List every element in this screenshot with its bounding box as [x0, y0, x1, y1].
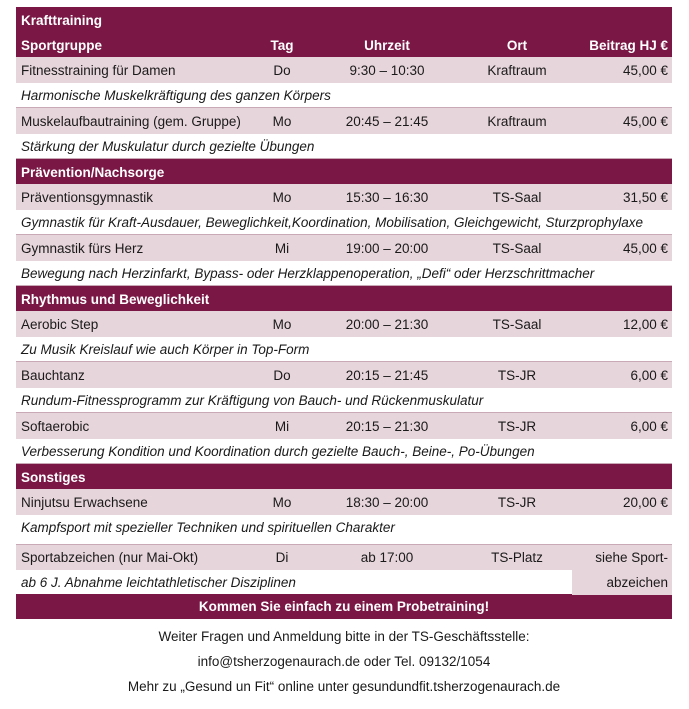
- table-row: [16, 489, 672, 515]
- course-place: TS-JR: [497, 367, 537, 383]
- sportabzeichen-row: [16, 544, 672, 594]
- section-header-rhythmus: [16, 286, 672, 311]
- course-name: Ninjutsu Erwachsene: [21, 494, 148, 510]
- section-title: Prävention/Nachsorge: [21, 164, 165, 180]
- course-description: ab 6 J. Abnahme leichtathletischer Disziplinen: [21, 575, 296, 590]
- course-name: Fitnesstraining für Damen: [21, 62, 176, 78]
- course-time: 20:15 – 21:45: [345, 367, 429, 383]
- course-time: 18:30 – 20:00: [345, 494, 429, 510]
- column-header-uhrzeit: Uhrzeit: [364, 37, 410, 53]
- course-time: 20:00 – 21:30: [345, 316, 429, 332]
- course-description: Stärkung der Muskulatur durch gezielte Übungen: [16, 134, 672, 159]
- course-table: [16, 7, 672, 699]
- course-time: 15:30 – 16:30: [345, 189, 429, 205]
- course-time: 19:00 – 20:00: [345, 240, 429, 256]
- course-fee: 31,50 €: [622, 189, 668, 205]
- column-header-ort: Ort: [506, 37, 528, 53]
- course-place: TS-JR: [497, 494, 537, 510]
- course-time: ab 17:00: [360, 550, 414, 565]
- course-fee: 45,00 €: [622, 62, 668, 78]
- course-day: Do: [273, 367, 291, 383]
- course-name: Bauchtanz: [21, 367, 85, 383]
- course-place: TS-JR: [497, 418, 537, 434]
- footer-email-phone: info@tsherzogenaurach.de oder Tel. 09132/1054: [197, 654, 491, 669]
- section-title: Sonstiges: [21, 469, 86, 485]
- course-day: Mo: [272, 494, 292, 510]
- course-fee: [572, 545, 672, 595]
- section-title: Krafttraining: [21, 12, 102, 28]
- course-name: Softaerobic: [21, 418, 90, 434]
- course-name: Sportabzeichen (nur Mai-Okt): [21, 550, 199, 565]
- course-fee: 20,00 €: [622, 494, 668, 510]
- course-time: 9:30 – 10:30: [349, 62, 425, 78]
- table-row: [16, 57, 672, 83]
- table-row: [16, 413, 672, 439]
- course-day: Mo: [272, 113, 292, 129]
- column-header-beitrag: Beitrag HJ €: [589, 37, 668, 53]
- course-day: Di: [275, 550, 289, 565]
- course-place: Kraftraum: [487, 113, 547, 129]
- course-description: Harmonische Muskelkräftigung des ganzen Körpers: [16, 83, 672, 108]
- table-row: [16, 311, 672, 337]
- course-name: Gymnastik fürs Herz: [21, 240, 144, 256]
- course-description: Rundum-Fitnessprogramm zur Kräftigung von Bauch- und Rückenmuskulatur: [16, 388, 672, 413]
- course-place: Kraftraum: [487, 62, 547, 78]
- table-row: [16, 545, 572, 570]
- course-description: Gymnastik für Kraft-Ausdauer, Beweglichkeit,Koordination, Mobilisation, Gleichgewicht, Sturzprophylaxe: [16, 210, 672, 235]
- course-day: Mo: [272, 189, 292, 205]
- section-title: Rhythmus und Beweglichkeit: [21, 291, 210, 307]
- course-day: Do: [273, 62, 291, 78]
- course-description: Bewegung nach Herzinfarkt, Bypass- oder Herzklappenoperation, „Defi“ oder Herzschrittmacher: [16, 261, 672, 286]
- section-header-krafttraining: [16, 7, 672, 32]
- course-fee: 45,00 €: [622, 113, 668, 129]
- table-row: [16, 235, 672, 261]
- course-time: 20:45 – 21:45: [345, 113, 429, 129]
- column-header-row: [16, 32, 672, 57]
- section-header-praevention: [16, 159, 672, 184]
- fee-line: siehe Sport-: [595, 550, 668, 565]
- course-name: Präventionsgymnastik: [21, 189, 154, 205]
- course-fee: 45,00 €: [622, 240, 668, 256]
- course-day: Mi: [274, 418, 290, 434]
- call-to-action-banner: Kommen Sie einfach zu einem Probetraining!: [16, 594, 672, 619]
- course-description: Kampfsport mit spezieller Techniken und spirituellen Charakter: [16, 515, 672, 540]
- table-row: [16, 108, 672, 134]
- course-fee: 6,00 €: [630, 418, 668, 434]
- course-fee: 6,00 €: [630, 367, 668, 383]
- course-name: Muskelaufbautraining (gem. Gruppe): [21, 113, 241, 129]
- table-row: [16, 184, 672, 210]
- table-row: [16, 362, 672, 388]
- section-header-sonstiges: [16, 464, 672, 489]
- footer-website-line: Mehr zu „Gesund un Fit“ online unter gesundundfit.tsherzogenaurach.de: [127, 679, 561, 694]
- course-place: TS-Saal: [492, 189, 542, 205]
- course-description: Verbesserung Kondition und Koordination durch gezielte Bauch-, Beine-, Po-Übungen: [16, 439, 672, 464]
- course-day: Mo: [272, 316, 292, 332]
- column-header-sportgruppe: Sportgruppe: [21, 37, 102, 53]
- footer-contact-line: Weiter Fragen und Anmeldung bitte in der TS-Geschäftsstelle:: [158, 629, 530, 644]
- fee-line: abzeichen: [606, 575, 668, 590]
- course-name: Aerobic Step: [21, 316, 99, 332]
- course-place: TS-Saal: [492, 316, 542, 332]
- footer: [16, 624, 672, 699]
- course-day: Mi: [274, 240, 290, 256]
- course-time: 20:15 – 21:30: [345, 418, 429, 434]
- course-place: TS-Platz: [491, 550, 543, 565]
- course-place: TS-Saal: [492, 240, 542, 256]
- course-description: Zu Musik Kreislauf wie auch Körper in Top-Form: [16, 337, 672, 362]
- course-fee: 12,00 €: [622, 316, 668, 332]
- column-header-tag: Tag: [270, 37, 294, 53]
